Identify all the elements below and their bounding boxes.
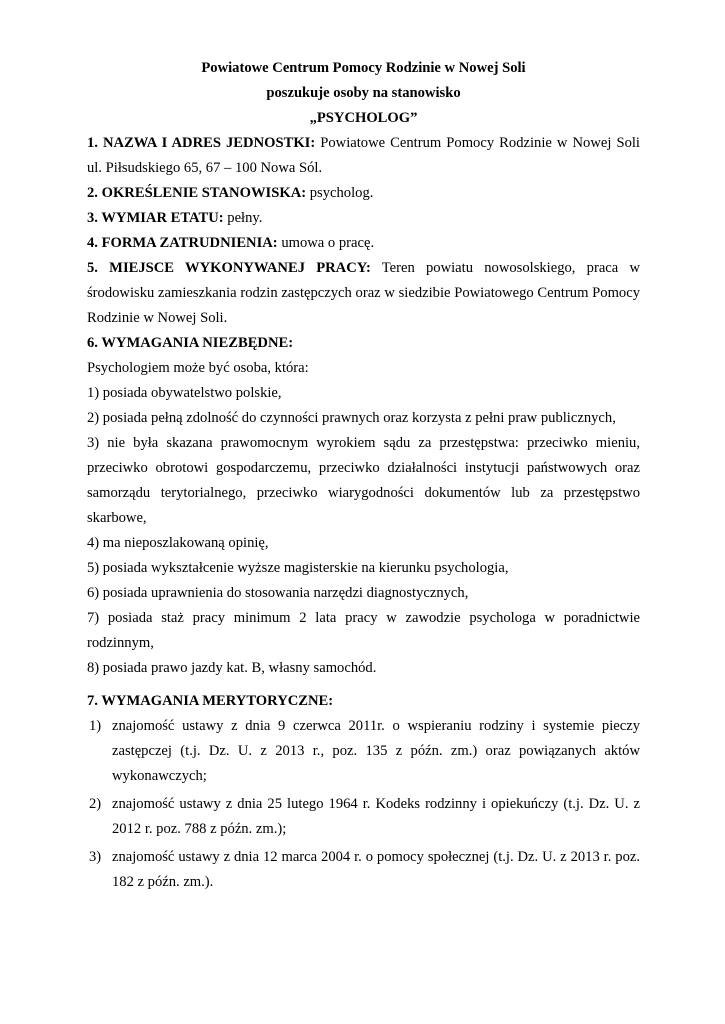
requirement-item: 3) nie była skazana prawomocnym wyrokiem sądu za przestępstwa: przeciwko mieniu, przeciwko obrotowi gospodarczemu, przeciwko działalności instytucji państwowych oraz samorządu terytorialnego, przeciwko wiarygodności dokumentów lub za przestępstwo skarbowe, — [87, 435, 640, 526]
section-3-text: pełny. — [223, 210, 263, 226]
document-page — [87, 56, 640, 898]
section-3-label: 3. WYMIAR ETATU: — [87, 210, 224, 226]
merit-item — [87, 845, 640, 895]
requirement-item: 7) posiada staż pracy minimum 2 lata pracy w zawodzie psychologa w poradnictwie rodzinnym, — [87, 610, 640, 651]
section-4-label: 4. FORMA ZATRUDNIENIA: — [87, 235, 278, 251]
requirement-item: 5) posiada wykształcenie wyższe magisterskie na kierunku psychologia, — [87, 560, 509, 576]
requirement-item: 4) ma nieposzlakowaną opinię, — [87, 535, 269, 551]
section-5-label: 5. MIEJSCE WYKONYWANEJ PRACY: — [87, 260, 371, 276]
section-2-text: psycholog. — [306, 185, 374, 201]
merit-item-text: znajomość ustawy z dnia 25 lutego 1964 r. Kodeks rodzinny i opiekuńczy (t.j. Dz. U. z 2012 r. poz. 788 z późn. zm.); — [112, 796, 640, 837]
section-1-label: 1. NAZWA I ADRES JEDNOSTKI: — [87, 135, 316, 151]
merit-item-text: znajomość ustawy z dnia 12 marca 2004 r. o pomocy społecznej (t.j. Dz. U. z 2013 r. poz. 182 z późn. zm.). — [112, 849, 640, 890]
merit-item-number: 3) — [89, 849, 102, 865]
merit-requirements-list — [87, 714, 640, 895]
requirement-item: 1) posiada obywatelstwo polskie, — [87, 385, 282, 401]
section-4-text: umowa o pracę. — [277, 235, 375, 251]
section-6-heading — [87, 331, 640, 356]
header-seeking: poszukuje osoby na stanowisko — [266, 85, 461, 101]
requirement-item: 2) posiada pełną zdolność do czynności prawnych oraz korzysta z pełni praw publicznych, — [87, 410, 616, 426]
section-6-intro: Psychologiem może być osoba, która: — [87, 360, 309, 376]
requirement-item: 8) posiada prawo jazdy kat. B, własny samochód. — [87, 660, 377, 676]
section-1-text: Powiatowe Centrum Pomocy Rodzinie w Nowej Soli ul. Piłsudskiego 65, 67 – 100 Nowa Sól. — [87, 135, 640, 176]
header-institution: Powiatowe Centrum Pomocy Rodzinie w Nowej Soli — [201, 60, 526, 76]
section-2-label: 2. OKREŚLENIE STANOWISKA: — [87, 185, 307, 201]
merit-item — [87, 792, 640, 842]
requirement-item: 6) posiada uprawnienia do stosowania narzędzi diagnostycznych, — [87, 585, 469, 601]
section-5-text: Teren powiatu nowosolskiego, praca w środowisku zamieszkania rodzin zastępczych oraz w siedzibie Powiatowego Centrum Pomocy Rodzinie w Nowej Soli. — [87, 260, 641, 326]
header-position-title: „PSYCHOLOG” — [309, 110, 418, 126]
merit-item-number: 2) — [89, 796, 102, 812]
merit-item-text: znajomość ustawy z dnia 9 czerwca 2011r. o wspieraniu rodziny i systemie pieczy zastępczej (t.j. Dz. U. z 2013 r., poz. 135 z późn. zm.) oraz powiązanych aktów wykonawczych; — [112, 718, 640, 784]
section-1-unit-name-address — [87, 131, 640, 181]
section-7-label: 7. WYMAGANIA MERYTORYCZNE: — [87, 693, 334, 709]
merit-item — [87, 714, 640, 789]
section-7-heading — [87, 689, 640, 714]
section-6-label: 6. WYMAGANIA NIEZBĘDNE: — [87, 335, 294, 351]
merit-item-number: 1) — [89, 718, 102, 734]
section-3-work-time — [87, 206, 640, 231]
section-5-workplace — [87, 256, 640, 331]
section-4-employment-form — [87, 231, 640, 256]
section-2-position — [87, 181, 640, 206]
